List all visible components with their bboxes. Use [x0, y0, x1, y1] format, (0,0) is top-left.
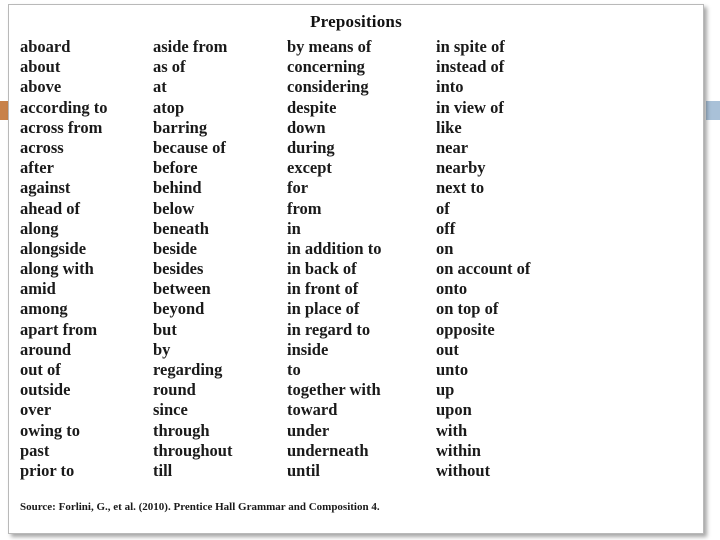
prepositions-table: [8, 4, 704, 534]
preposition-word: on account of: [436, 259, 531, 279]
preposition-word: along with: [20, 259, 94, 279]
preposition-word: beneath: [153, 218, 209, 238]
preposition-word: barring: [153, 117, 208, 137]
preposition-word: across from: [20, 117, 103, 137]
preposition-word: after: [20, 158, 54, 178]
preposition-word: next to: [436, 178, 485, 198]
column-2: [153, 37, 232, 481]
preposition-word: in regard to: [287, 319, 371, 339]
preposition-word: owing to: [20, 420, 81, 440]
preposition-word: in addition to: [287, 238, 382, 258]
preposition-word: underneath: [287, 440, 369, 460]
preposition-word: to: [287, 360, 301, 379]
preposition-word: inside: [287, 339, 329, 359]
preposition-word: nearby: [436, 158, 486, 178]
preposition-word: besides: [153, 259, 204, 279]
preposition-word: out: [436, 339, 459, 359]
source-citation: Source: Forlini, G., et al. (2010). Prentice Hall Grammar and Composition 4.: [20, 501, 380, 513]
preposition-word: throughout: [153, 440, 233, 460]
preposition-word: of: [436, 198, 450, 218]
preposition-word: because of: [153, 137, 226, 157]
preposition-word: with: [436, 420, 468, 440]
preposition-word: upon: [436, 400, 472, 420]
preposition-word: beside: [153, 238, 198, 258]
preposition-word: at: [153, 77, 167, 97]
preposition-word: according to: [20, 97, 108, 117]
preposition-word: as of: [153, 57, 186, 77]
preposition-word: in place of: [287, 299, 360, 319]
preposition-word: behind: [153, 178, 202, 198]
preposition-word: within: [436, 440, 481, 460]
preposition-word: by: [153, 339, 171, 359]
preposition-word: up: [436, 380, 455, 400]
preposition-word: atop: [153, 97, 185, 117]
preposition-word: out of: [20, 360, 61, 379]
preposition-word: together with: [287, 380, 381, 400]
preposition-word: toward: [287, 400, 338, 420]
preposition-word: instead of: [436, 57, 505, 77]
preposition-word: in spite of: [436, 37, 505, 56]
column-1: [20, 37, 108, 481]
preposition-word: since: [153, 400, 188, 420]
preposition-word: beyond: [153, 299, 205, 319]
preposition-word: down: [287, 117, 326, 137]
word-columns: [9, 37, 703, 487]
preposition-word: by means of: [287, 37, 372, 56]
preposition-word: without: [436, 460, 491, 480]
preposition-word: concerning: [287, 57, 365, 77]
preposition-word: over: [20, 400, 52, 420]
preposition-word: in view of: [436, 97, 504, 117]
preposition-word: between: [153, 279, 211, 299]
preposition-word: till: [153, 460, 173, 480]
preposition-word: below: [153, 198, 195, 218]
preposition-word: before: [153, 158, 198, 178]
preposition-word: along: [20, 218, 59, 238]
preposition-word: considering: [287, 77, 369, 97]
column-3: [287, 37, 381, 481]
column-4: [436, 37, 530, 481]
preposition-word: outside: [20, 380, 71, 400]
preposition-word: ahead of: [20, 198, 81, 218]
preposition-word: like: [436, 117, 462, 137]
preposition-word: apart from: [20, 319, 98, 339]
table-title: Prepositions: [310, 12, 402, 31]
preposition-word: against: [20, 178, 71, 198]
preposition-word: among: [20, 299, 68, 319]
preposition-word: past: [20, 440, 50, 460]
preposition-word: in front of: [287, 279, 359, 299]
preposition-word: about: [20, 57, 61, 77]
preposition-word: aboard: [20, 37, 71, 56]
preposition-word: above: [20, 77, 62, 97]
preposition-word: regarding: [153, 360, 223, 379]
accent-bar-right: [706, 101, 720, 120]
preposition-word: but: [153, 319, 177, 339]
preposition-word: through: [153, 420, 210, 440]
preposition-word: prior to: [20, 460, 75, 480]
preposition-word: from: [287, 198, 322, 218]
preposition-word: amid: [20, 279, 56, 299]
preposition-word: across: [20, 137, 64, 157]
preposition-word: except: [287, 158, 332, 178]
preposition-word: until: [287, 460, 321, 480]
preposition-word: in back of: [287, 259, 357, 279]
preposition-word: during: [287, 137, 335, 157]
preposition-word: round: [153, 380, 196, 400]
preposition-word: on: [436, 238, 454, 258]
preposition-word: off: [436, 218, 456, 238]
preposition-word: opposite: [436, 319, 495, 339]
preposition-word: for: [287, 178, 309, 198]
preposition-word: near: [436, 137, 469, 157]
preposition-word: despite: [287, 97, 337, 117]
preposition-word: in: [287, 218, 301, 238]
preposition-word: around: [20, 339, 72, 359]
preposition-word: aside from: [153, 37, 228, 56]
preposition-word: alongside: [20, 238, 87, 258]
preposition-word: unto: [436, 360, 469, 379]
preposition-word: under: [287, 420, 330, 440]
preposition-word: onto: [436, 279, 468, 299]
preposition-word: on top of: [436, 299, 499, 319]
preposition-word: into: [436, 77, 464, 97]
